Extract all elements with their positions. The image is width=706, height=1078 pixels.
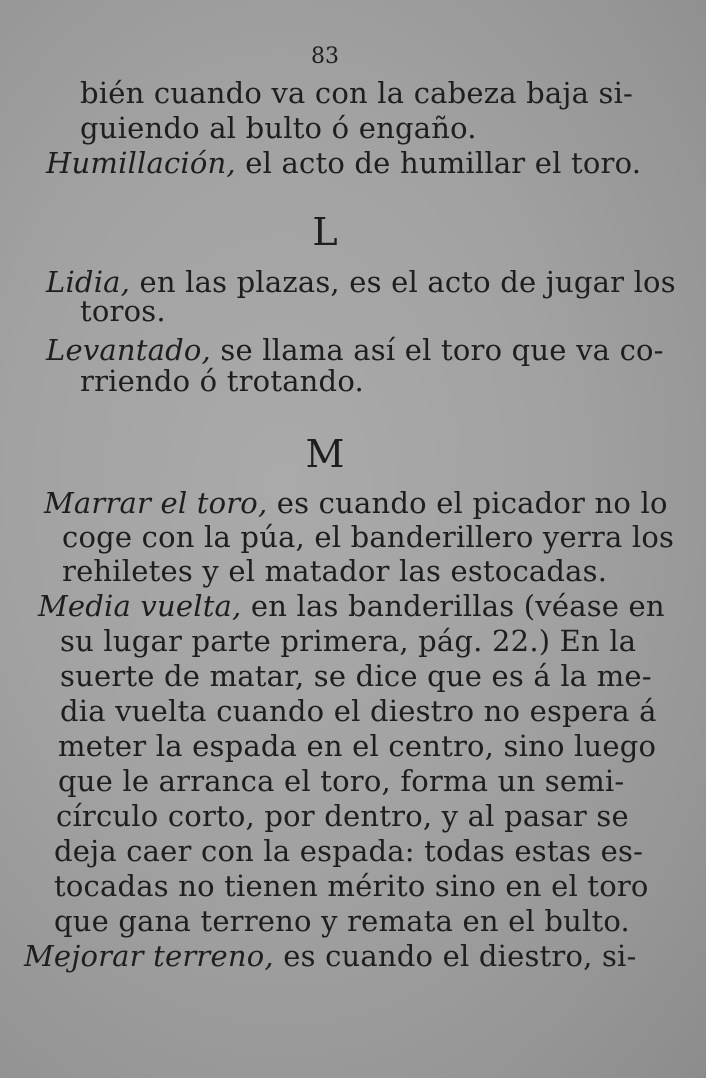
entry-definition: en las plazas, es el acto de jugar los (130, 265, 676, 299)
entry-term: Lidia, (46, 265, 131, 299)
text-line: que gana terreno y remata en el bulto. (54, 904, 630, 938)
entry-humillacion (46, 146, 641, 180)
entry-term: Humillación, (46, 146, 236, 180)
text-line: dia vuelta cuando el diestro no espera á (60, 694, 657, 728)
text-line: meter la espada en el centro, sino luego (58, 729, 657, 763)
entry-term: Media vuelta, (38, 589, 242, 623)
text-line: rehiletes y el matador las estocadas. (62, 554, 608, 588)
entry-definition: en las banderillas (véase en (241, 589, 665, 623)
entry-definition: es cuando el picador no lo (267, 486, 668, 520)
text-line: rriendo ó trotando. (80, 364, 364, 398)
text-line: toros. (80, 294, 166, 328)
text-line: guiendo al bulto ó engaño. (80, 111, 477, 145)
entry-term: Marrar el toro, (44, 486, 268, 520)
text-line: bién cuando va con la cabeza baja si- (80, 76, 634, 110)
entry-definition: es cuando el diestro, si- (273, 939, 637, 973)
letter-heading-l: L (312, 210, 338, 254)
text-line: suerte de matar, se dice que es á la me- (60, 659, 652, 693)
letter-heading-m: M (305, 432, 345, 476)
entry-levantado (46, 333, 664, 367)
entry-media-vuelta (38, 589, 665, 623)
entry-term: Mejorar terreno, (24, 939, 274, 973)
entry-definition: el acto de humillar el toro. (235, 146, 642, 180)
entry-term: Levantado, (46, 333, 211, 367)
text-line: deja caer con la espada: todas estas es- (54, 834, 644, 868)
entry-marrar (44, 486, 668, 520)
entry-definition: se llama así el toro que va co- (210, 333, 664, 367)
entry-mejorar (24, 939, 637, 973)
text-line: su lugar parte primera, pág. 22.) En la (60, 624, 637, 658)
text-line: tocadas no tienen mérito sino en el toro (54, 869, 649, 903)
text-line: que le arranca el toro, forma un semi- (58, 764, 625, 798)
page-number: 83 (311, 44, 339, 69)
text-line: coge con la púa, el banderillero yerra los (62, 520, 675, 554)
text-line: círculo corto, por dentro, y al pasar se (56, 799, 629, 833)
